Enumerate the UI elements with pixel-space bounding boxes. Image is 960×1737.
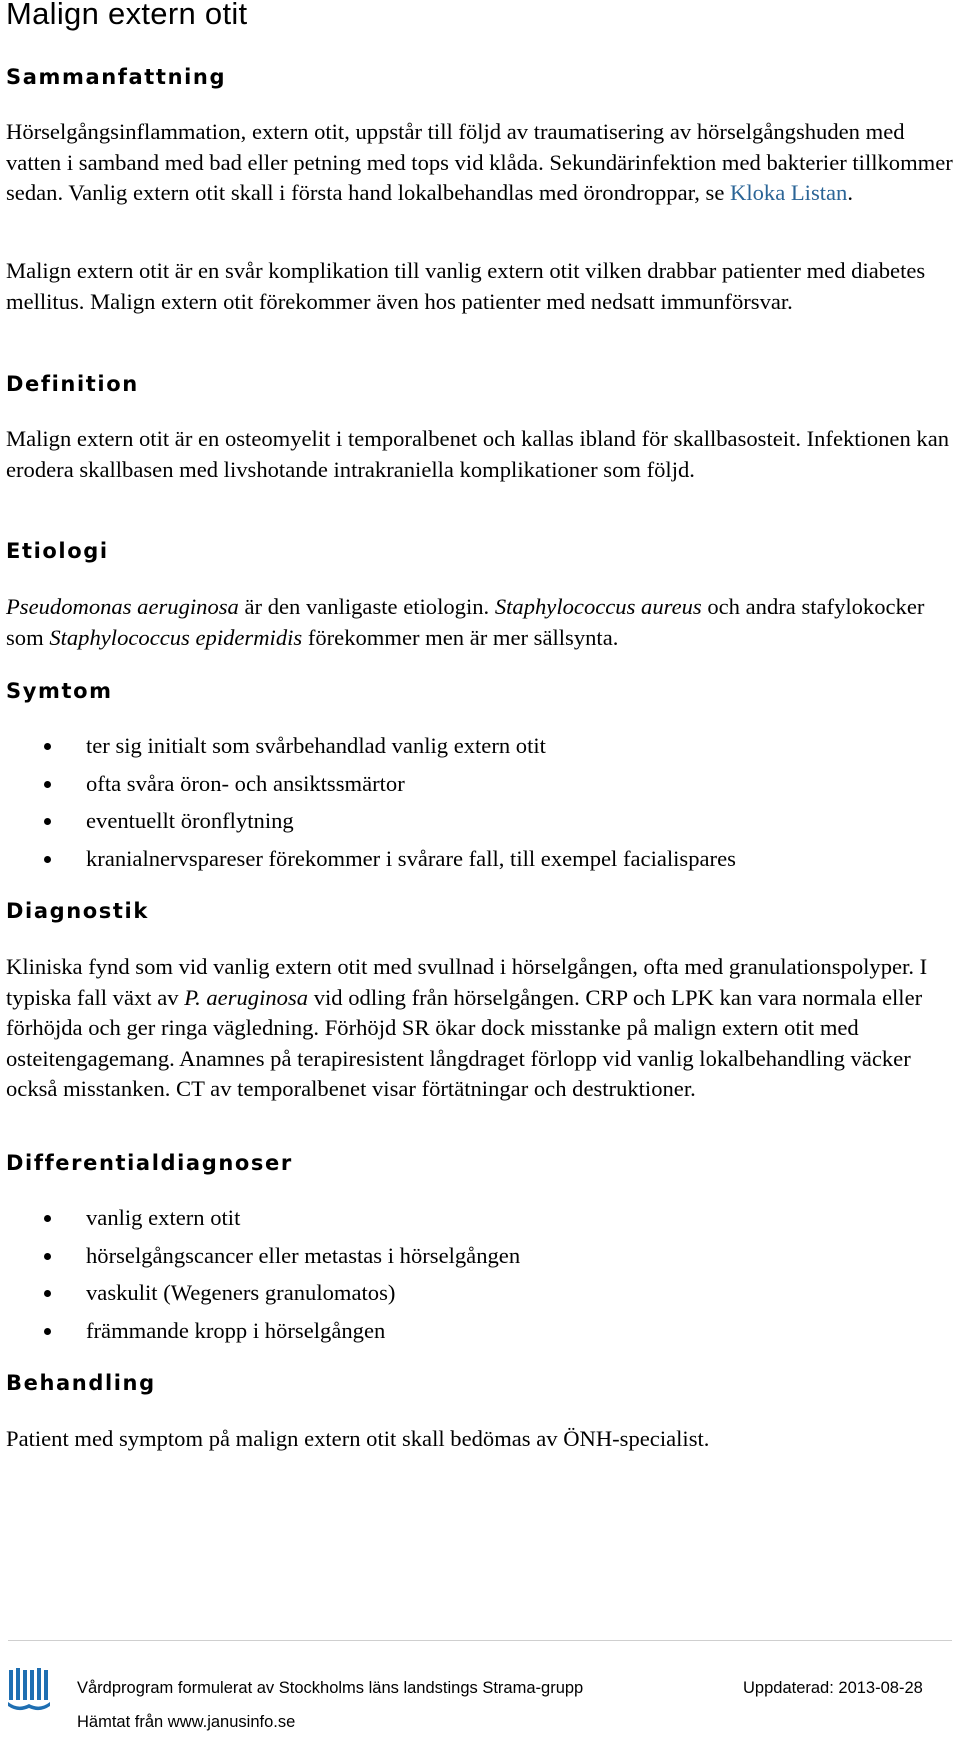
heading-behandling: Behandling (6, 1371, 156, 1395)
symtom-list (0, 727, 950, 878)
list-item (0, 1312, 950, 1350)
sammanfattning-text-end: . (847, 180, 854, 205)
heading-diagnostik: Diagnostik (6, 899, 149, 923)
definition-paragraph: Malign extern otit är en osteomyelit i temporalbenet och kallas ibland för skallbasosteit. Infektionen kan erodera skallbasen med livshotande intrakraniella komplikationer som följd. (6, 426, 950, 482)
etiologi-text-2: och andra stafylokocker som (6, 594, 925, 650)
sammanfattning-paragraph-1 (6, 117, 956, 209)
list-item (0, 1199, 950, 1237)
differentialdiagnoser-list (0, 1199, 950, 1350)
bullet-icon (44, 743, 51, 750)
diagnostik-text-2: vid odling från hörselgången. CRP och LPK kan vara normala eller förhöjda och ger ringa vägledning. Förhöjd SR ökar dock misstanke på malign extern otit med osteitengagemang. Anamnes på terapiresistent långdraget förlopp vid vanlig lokalbehandling väcker också misstanken. CT av temporalbenet visar förtätningar och destruktioner. (6, 984, 923, 1101)
etiologi-paragraph (6, 592, 956, 653)
heading-sammanfattning: Sammanfattning (6, 65, 227, 89)
sammanfattning-paragraph-2: Malign extern otit är en svår komplikation till vanlig extern otit vilken drabbar patienter med diabetes mellitus. Malign extern otit förekommer även hos patienter med nedsatt immunförsvar. (6, 258, 926, 314)
diagnostik-paragraph (6, 952, 956, 1105)
bullet-icon (44, 1328, 51, 1335)
organism-p-aeruginosa: P. aeruginosa (184, 984, 309, 1010)
bullet-icon (44, 818, 51, 825)
behandling-paragraph: Patient med symptom på malign extern otit skall bedömas av ÖNH-specialist. (6, 1426, 710, 1451)
list-item (0, 802, 950, 840)
footer-source-text: Hämtat från www.janusinfo.se (77, 1713, 296, 1731)
list-item (0, 1237, 950, 1275)
organism-staph-epidermidis: Staphylococcus epidermidis (49, 624, 303, 650)
list-item-text: hörselgångscancer eller metastas i hörselgången (86, 1242, 521, 1268)
bullet-icon (44, 1253, 51, 1260)
list-item-text: vanlig extern otit (86, 1205, 241, 1230)
etiologi-text-1: är den vanligaste etiologin. (238, 594, 495, 619)
list-item-text: eventuellt öronflytning (86, 808, 294, 834)
list-item-text: vaskulit (Wegeners granulomatos) (86, 1280, 396, 1306)
diagnostik-text-1: Kliniska fynd som vid vanlig extern otit med svullnad i hörselgången, ofta med granulationspolyper. I typiska fall växt av (6, 954, 928, 1010)
bullet-icon (44, 781, 51, 788)
heading-etiologi: Etiologi (6, 539, 109, 563)
heading-definition: Definition (6, 372, 139, 396)
list-item-text: främmande kropp i hörselgången (86, 1318, 386, 1344)
sll-logo-icon (6, 1666, 52, 1712)
footer-program-text: Vårdprogram formulerat av Stockholms läns landstings Strama-grupp (77, 1679, 584, 1697)
bullet-icon (44, 1215, 51, 1222)
footer-updated-date: Uppdaterad: 2013-08-28 (743, 1679, 923, 1697)
list-item (0, 765, 950, 803)
organism-pseudomonas: Pseudomonas aeruginosa (6, 594, 239, 619)
sammanfattning-text: Hörselgångsinflammation, extern otit, uppstår till följd av traumatisering av hörselgångshuden med vatten i samband med bad eller petning med tops vid klåda. Sekundärinfektion med bakterier tillkommer sedan. Vanlig extern otit skall i första hand lokalbehandlas med örondroppar, se (6, 119, 953, 205)
list-item-text: ofta svåra öron- och ansiktssmärtor (86, 770, 405, 796)
list-item-text: ter sig initialt som svårbehandlad vanlig extern otit (86, 733, 546, 758)
etiologi-text-3: förekommer men är mer sällsynta. (302, 624, 619, 650)
list-item-text: kranialnervspareser förekommer i svårare fall, till exempel facialispares (86, 846, 736, 872)
list-item (0, 840, 950, 878)
heading-symtom: Symtom (6, 679, 113, 703)
organism-staph-aureus: Staphylococcus aureus (494, 594, 702, 619)
page-title: Malign extern otit (6, 0, 248, 31)
list-item (0, 727, 950, 765)
list-item (0, 1274, 950, 1312)
bullet-icon (44, 856, 51, 863)
footer-divider (8, 1640, 952, 1641)
kloka-listan-link[interactable]: Kloka Listan (730, 180, 848, 205)
bullet-icon (44, 1290, 51, 1297)
heading-differentialdiagnoser: Differentialdiagnoser (6, 1151, 293, 1175)
